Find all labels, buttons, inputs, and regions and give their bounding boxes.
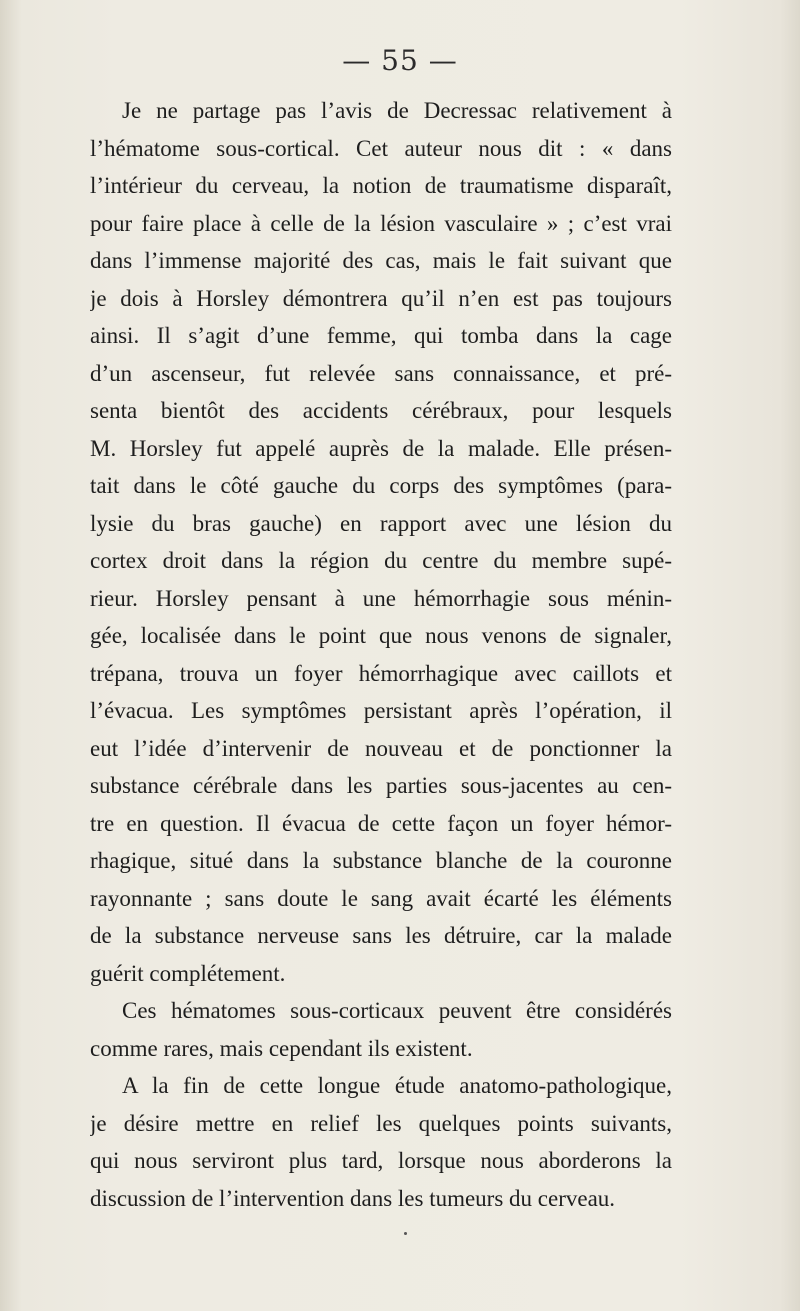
- text-line: d’un ascenseur, fut relevée sans connaissance, et pré-: [90, 360, 672, 386]
- text-line: discussion de l’intervention dans les tumeurs du cerveau.: [90, 1185, 616, 1211]
- paragraph-2: [90, 992, 672, 1067]
- text-line: Ces hématomes sous-corticaux peuvent être considérés: [122, 998, 672, 1023]
- text-line: senta bientôt des accidents cérébraux, pour lesquels: [90, 398, 672, 423]
- text-line: l’hématome sous-cortical. Cet auteur nous dit : « dans: [90, 135, 672, 161]
- paragraph-3: [90, 1067, 672, 1217]
- text-line: eut l’idée d’intervenir de nouveau et de ponctionner la: [90, 735, 672, 761]
- text-line: je dois à Horsley démontrera qu’il n’en est pas toujours: [90, 285, 672, 311]
- text-line: substance cérébrale dans les parties sous-jacentes au cen-: [90, 773, 672, 798]
- text-line: trépana, trouva un foyer hémorrhagique avec caillots et: [90, 660, 672, 686]
- text-line: Je ne partage pas l’avis de Decressac relativement à: [122, 98, 672, 123]
- text-line: lysie du bras gauche) en rapport avec une lésion du: [90, 510, 672, 536]
- body-text: [90, 92, 672, 1217]
- text-line: je désire mettre en relief les quelques points suivants,: [90, 1110, 672, 1136]
- text-line: qui nous serviront plus tard, lorsque nous aborderons la: [90, 1148, 672, 1173]
- text-line: gée, localisée dans le point que nous venons de signaler,: [90, 623, 672, 648]
- text-line: rieur. Horsley pensant à une hémorrhagie sous ménin-: [90, 585, 672, 611]
- text-line: guérit complétement.: [90, 960, 286, 986]
- paper-speck: [404, 1232, 407, 1235]
- text-line: A la fin de cette longue étude anatomo-pathologique,: [122, 1073, 672, 1098]
- text-line: ainsi. Il s’agit d’une femme, qui tomba dans la cage: [90, 323, 672, 348]
- text-line: de la substance nerveuse sans les détruire, car la malade: [90, 923, 672, 948]
- text-line: comme rares, mais cependant ils existent.: [90, 1035, 473, 1061]
- page-number: — 55 —: [342, 44, 458, 77]
- text-line: dans l’immense majorité des cas, mais le fait suivant que: [90, 248, 672, 273]
- text-line: M. Horsley fut appelé auprès de la malade. Elle présen-: [90, 435, 672, 461]
- text-line: l’évacua. Les symptômes persistant après l’opération, il: [90, 698, 672, 723]
- text-line: tre en question. Il évacua de cette façon un foyer hémor-: [90, 810, 672, 836]
- text-line: rayonnante ; sans doute le sang avait écarté les éléments: [90, 885, 672, 911]
- text-line: rhagique, situé dans la substance blanche de la couronne: [90, 848, 672, 873]
- text-line: pour faire place à celle de la lésion vasculaire » ; c’est vrai: [90, 210, 672, 236]
- text-line: cortex droit dans la région du centre du membre supé-: [90, 548, 672, 573]
- paragraph-1: [90, 92, 672, 992]
- text-line: tait dans le côté gauche du corps des symptômes (para-: [90, 473, 672, 498]
- text-line: l’intérieur du cerveau, la notion de traumatisme disparaît,: [90, 173, 672, 198]
